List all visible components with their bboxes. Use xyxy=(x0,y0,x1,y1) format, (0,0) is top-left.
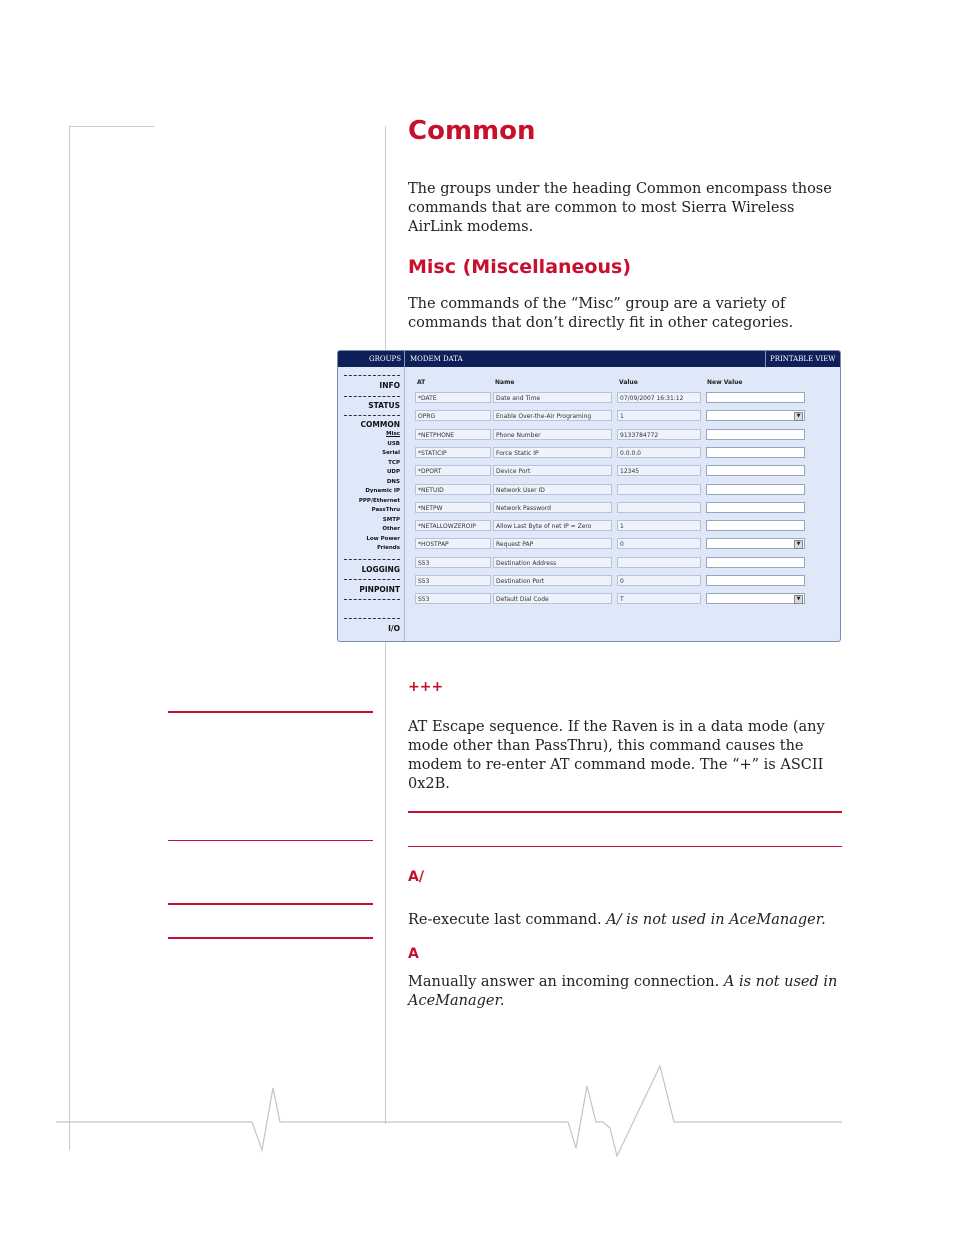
left-margin-rule xyxy=(69,126,70,1150)
row-name-cell: Allow Last Byte of net IP = Zero xyxy=(493,520,612,531)
sidebar-subitem-serial[interactable]: Serial xyxy=(382,450,400,456)
row-at-cell: *NETPHONE xyxy=(415,429,491,440)
sidebar-divider xyxy=(344,396,400,397)
command-note: A/ is not used in AceManager. xyxy=(606,912,826,928)
row-at-cell: *STATICIP xyxy=(415,447,491,458)
row-value-cell: 1 xyxy=(617,410,701,421)
section-title: Misc (Miscellaneous) xyxy=(408,256,631,278)
sidebar-item-status[interactable]: STATUS xyxy=(368,401,400,410)
row-name-cell: Request PAP xyxy=(493,538,612,549)
sidebar-item-logging[interactable]: LOGGING xyxy=(361,565,400,574)
content-thin-rule xyxy=(408,846,842,847)
row-at-cell: S53 xyxy=(415,593,491,604)
sidebar-subitem-dynamic-ip[interactable]: Dynamic IP xyxy=(365,488,400,494)
sidebar-item-io[interactable]: I/O xyxy=(388,624,400,633)
sidebar-subitem-other[interactable]: Other xyxy=(382,526,400,532)
row-value-cell xyxy=(617,557,701,568)
row-at-cell: *DATE xyxy=(415,392,491,403)
sidebar-subitem-dns[interactable]: DNS xyxy=(386,478,400,485)
sidebar-divider xyxy=(344,559,400,560)
sidebar-subitem-smtp[interactable]: SMTP xyxy=(382,516,400,523)
new-value-input[interactable] xyxy=(706,502,805,513)
column-header-name: Name xyxy=(495,379,515,386)
intro-paragraph: The groups under the heading Common encompass those commands that are common to most Sierra Wireless AirLink modems. xyxy=(408,181,832,235)
sidebar-divider xyxy=(344,618,400,619)
footer-pulse-line xyxy=(0,1050,954,1170)
sidebar-subitem-passthru[interactable]: PassThru xyxy=(371,507,400,513)
row-name-cell: Default Dial Code xyxy=(493,593,612,604)
row-name-cell: Device Port xyxy=(493,465,612,476)
acemanager-screenshot xyxy=(337,350,841,642)
sidebar-item-info[interactable]: INFO xyxy=(379,381,400,390)
row-value-cell: 12345 xyxy=(617,465,701,476)
sidebar-subitem-low-power[interactable]: Low Power xyxy=(366,535,400,542)
sidebar-divider xyxy=(344,599,400,600)
command-description-text: Manually answer an incoming connection. xyxy=(408,974,724,990)
screenshot-header xyxy=(338,351,840,367)
new-value-select[interactable] xyxy=(706,538,805,549)
row-at-cell: OPRG xyxy=(415,410,491,421)
margin-thin-rule xyxy=(168,840,373,841)
top-corner-rule xyxy=(69,126,154,127)
command-description xyxy=(408,911,848,930)
row-value-cell: 0 xyxy=(617,575,701,586)
header-separator xyxy=(404,351,405,367)
sidebar-subitem-tcp[interactable]: TCP xyxy=(388,459,400,466)
groups-label: GROUPS xyxy=(369,355,402,363)
row-value-cell: 0.0.0.0 xyxy=(617,447,701,458)
new-value-input[interactable] xyxy=(706,520,805,531)
command-name: +++ xyxy=(408,679,444,695)
row-value-cell xyxy=(617,502,701,513)
command-description-text: Re-execute last command. xyxy=(408,912,607,928)
row-value-cell: 1 xyxy=(617,520,701,531)
command-description xyxy=(408,973,848,1011)
sidebar-subitem-misc[interactable]: Misc xyxy=(386,431,400,437)
new-value-input[interactable] xyxy=(706,484,805,495)
chevron-down-icon[interactable]: ▼ xyxy=(794,595,803,604)
command-name: A xyxy=(408,946,419,962)
margin-red-rule xyxy=(168,937,373,939)
new-value-select[interactable] xyxy=(706,593,805,604)
new-value-select[interactable] xyxy=(706,410,805,421)
row-value-cell: 0 xyxy=(617,538,701,549)
content-red-rule xyxy=(408,811,842,813)
row-value-cell xyxy=(617,484,701,495)
new-value-input[interactable] xyxy=(706,557,805,568)
sidebar-divider xyxy=(344,415,400,416)
chevron-down-icon[interactable]: ▼ xyxy=(794,540,803,549)
sidebar-divider xyxy=(344,375,400,376)
new-value-input[interactable] xyxy=(706,447,805,458)
row-at-cell: *NETUID xyxy=(415,484,491,495)
row-name-cell: Date and Time xyxy=(493,392,612,403)
row-at-cell: S53 xyxy=(415,557,491,568)
printable-view-link[interactable]: PRINTABLE VIEW xyxy=(770,355,836,363)
row-name-cell: Destination Port xyxy=(493,575,612,586)
new-value-input[interactable] xyxy=(706,465,805,476)
row-name-cell: Enable Over-the-Air Programing xyxy=(493,410,612,421)
margin-red-rule xyxy=(168,903,373,905)
column-header-at: AT xyxy=(417,379,426,386)
row-value-cell: T xyxy=(617,593,701,604)
chevron-down-icon[interactable]: ▼ xyxy=(794,412,803,421)
command-note: A is not used in AceManager. xyxy=(408,974,838,1009)
header-separator xyxy=(765,351,766,367)
groups-sidebar xyxy=(338,367,405,641)
command-name: A/ xyxy=(408,869,424,885)
sidebar-subitem-udp[interactable]: UDP xyxy=(386,469,400,475)
column-header-new-value: New Value xyxy=(707,379,743,386)
row-at-cell: *NETPW xyxy=(415,502,491,513)
sidebar-item-pinpoint[interactable]: PINPOINT xyxy=(359,585,400,594)
row-at-cell: *HOSTPAP xyxy=(415,538,491,549)
section-intro: The commands of the “Misc” group are a variety of commands that don’t directly fit in other categories. xyxy=(408,296,794,331)
command-description: AT Escape sequence. If the Raven is in a data mode (any mode other than PassThru), this command causes the modem to re-enter AT command mode. The “+” is ASCII 0x2B. xyxy=(408,719,825,792)
margin-red-rule xyxy=(168,711,373,713)
new-value-input[interactable] xyxy=(706,429,805,440)
sidebar-item-common[interactable]: COMMON xyxy=(360,420,400,429)
column-header-value: Value xyxy=(619,379,638,386)
new-value-input[interactable] xyxy=(706,392,805,403)
row-value-cell: 9133784772 xyxy=(617,429,701,440)
row-at-cell: S53 xyxy=(415,575,491,586)
row-name-cell: Force Static IP xyxy=(493,447,612,458)
row-at-cell: *DPORT xyxy=(415,465,491,476)
sidebar-subitem-ppp-ethernet[interactable]: PPP/Ethernet xyxy=(358,497,400,504)
sidebar-subitem-friends[interactable]: Friends xyxy=(377,545,400,551)
modem-data-label: MODEM DATA xyxy=(410,355,463,363)
page-title: Common xyxy=(408,116,536,146)
row-at-cell: *NETALLOWZEROIP xyxy=(415,520,491,531)
row-name-cell: Phone Number xyxy=(493,429,612,440)
new-value-input[interactable] xyxy=(706,575,805,586)
row-name-cell: Network User ID xyxy=(493,484,612,495)
row-name-cell: Network Password xyxy=(493,502,612,513)
row-name-cell: Destination Address xyxy=(493,557,612,568)
sidebar-divider xyxy=(344,579,400,580)
row-value-cell: 07/09/2007 16:31:12 xyxy=(617,392,701,403)
sidebar-subitem-usb[interactable]: USB xyxy=(387,440,400,447)
